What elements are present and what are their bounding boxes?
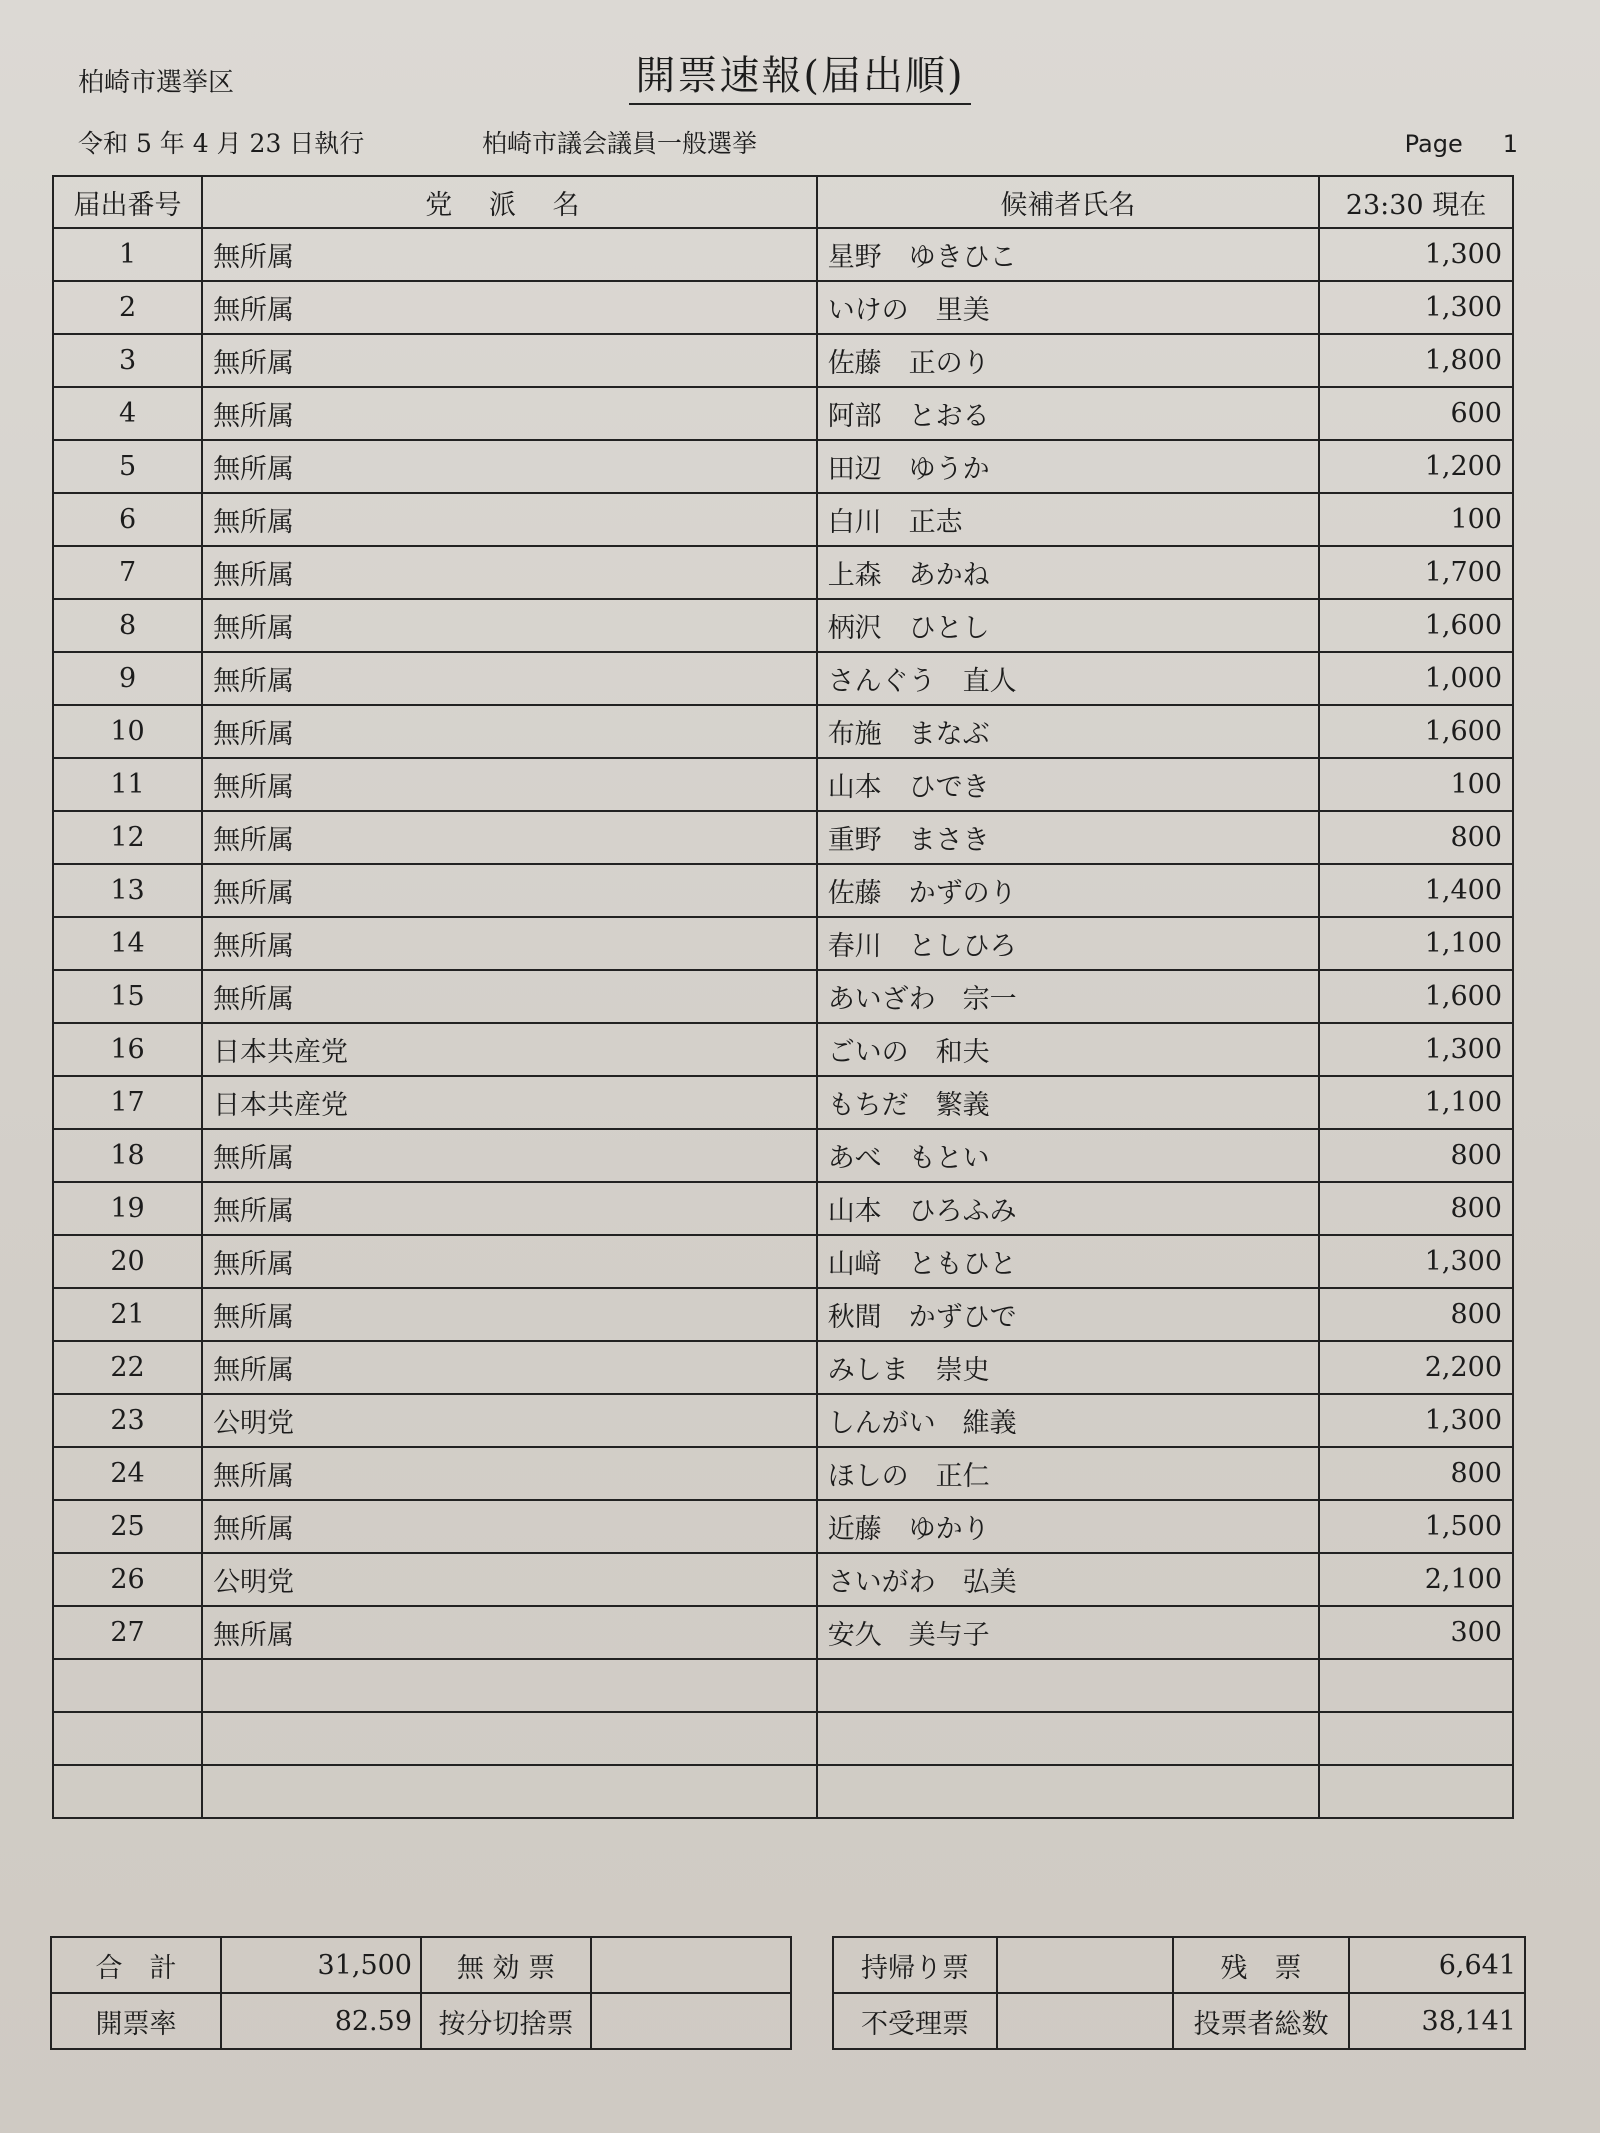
column-header-votes: 23:30 現在 <box>1319 176 1513 228</box>
party-cell: 無所属 <box>202 864 817 917</box>
party-cell: 無所属 <box>202 281 817 334</box>
vote-count-cell: 1,300 <box>1319 1235 1513 1288</box>
table-header-row <box>53 176 1513 228</box>
filing-number-cell: 18 <box>53 1129 202 1182</box>
table-row <box>53 1394 1513 1447</box>
party-cell: 無所属 <box>202 440 817 493</box>
election-name: 柏崎市議会議員一般選挙 <box>482 129 758 158</box>
candidate-name-cell: いけの 里美 <box>817 281 1319 334</box>
table-row <box>53 1288 1513 1341</box>
party-cell: 無所属 <box>202 1182 817 1235</box>
candidate-name-cell: 布施 まなぶ <box>817 705 1319 758</box>
column-header-number: 届出番号 <box>53 176 202 228</box>
candidate-name-cell: さいがわ 弘美 <box>817 1553 1319 1606</box>
table-row <box>53 334 1513 387</box>
party-cell: 無所属 <box>202 1606 817 1659</box>
table-row <box>53 1341 1513 1394</box>
candidate-name-cell: 重野 まさき <box>817 811 1319 864</box>
counting-rate-value: 82.59 <box>221 1993 421 2049</box>
empty-cell <box>202 1712 817 1765</box>
candidate-name-cell: 上森 あかね <box>817 546 1319 599</box>
candidate-name-cell: 山本 ひでき <box>817 758 1319 811</box>
vote-count-cell: 1,100 <box>1319 917 1513 970</box>
empty-cell <box>1319 1765 1513 1818</box>
vote-count-cell: 1,300 <box>1319 1394 1513 1447</box>
party-cell: 無所属 <box>202 1129 817 1182</box>
party-cell: 無所属 <box>202 1447 817 1500</box>
electoral-district: 柏崎市選挙区 <box>78 68 235 98</box>
table-row <box>53 917 1513 970</box>
vote-count-cell: 1,400 <box>1319 864 1513 917</box>
party-cell: 日本共産党 <box>202 1076 817 1129</box>
vote-count-cell: 800 <box>1319 1447 1513 1500</box>
candidate-name-cell: あべ もとい <box>817 1129 1319 1182</box>
candidate-name-cell: 白川 正志 <box>817 493 1319 546</box>
document-title: 開票速報(届出順) <box>629 44 970 105</box>
table-row <box>53 1500 1513 1553</box>
vote-count-cell: 1,600 <box>1319 705 1513 758</box>
taken-home-label: 持帰り票 <box>833 1937 997 1993</box>
vote-count-cell: 800 <box>1319 1288 1513 1341</box>
page-number: 1 <box>1502 130 1518 158</box>
party-cell: 無所属 <box>202 493 817 546</box>
table-row <box>53 705 1513 758</box>
filing-number-cell: 6 <box>53 493 202 546</box>
vote-count-cell: 1,000 <box>1319 652 1513 705</box>
table-row <box>53 228 1513 281</box>
vote-count-cell: 800 <box>1319 1182 1513 1235</box>
empty-cell <box>1319 1659 1513 1712</box>
filing-number-cell: 24 <box>53 1447 202 1500</box>
filing-number-cell: 1 <box>53 228 202 281</box>
table-row <box>53 758 1513 811</box>
unaccepted-label: 不受理票 <box>833 1993 997 2049</box>
empty-table-row <box>53 1765 1513 1818</box>
vote-count-cell: 1,800 <box>1319 334 1513 387</box>
candidate-name-cell: 秋間 かずひで <box>817 1288 1319 1341</box>
filing-number-cell: 23 <box>53 1394 202 1447</box>
total-voters-label: 投票者総数 <box>1173 1993 1349 2049</box>
candidate-name-cell: 阿部 とおる <box>817 387 1319 440</box>
party-cell: 無所属 <box>202 970 817 1023</box>
summary-gap <box>791 1993 833 2049</box>
party-cell: 無所属 <box>202 1500 817 1553</box>
filing-number-cell: 9 <box>53 652 202 705</box>
party-cell: 無所属 <box>202 1288 817 1341</box>
summary-row-2 <box>51 1993 1525 2049</box>
vote-count-cell: 600 <box>1319 387 1513 440</box>
vote-count-cell: 1,100 <box>1319 1076 1513 1129</box>
filing-number-cell: 12 <box>53 811 202 864</box>
table-row <box>53 1447 1513 1500</box>
counting-rate-label: 開票率 <box>51 1993 221 2049</box>
filing-number-cell: 26 <box>53 1553 202 1606</box>
candidate-name-cell: 山本 ひろふみ <box>817 1182 1319 1235</box>
vote-count-cell: 1,600 <box>1319 970 1513 1023</box>
candidate-name-cell: もちだ 繁義 <box>817 1076 1319 1129</box>
candidate-name-cell: しんがい 維義 <box>817 1394 1319 1447</box>
filing-number-cell: 16 <box>53 1023 202 1076</box>
candidate-name-cell: 安久 美与子 <box>817 1606 1319 1659</box>
table-row <box>53 1606 1513 1659</box>
filing-number-cell: 5 <box>53 440 202 493</box>
total-voters-value: 38,141 <box>1349 1993 1525 2049</box>
filing-number-cell: 19 <box>53 1182 202 1235</box>
candidate-name-cell: 柄沢 ひとし <box>817 599 1319 652</box>
candidate-name-cell: ほしの 正仁 <box>817 1447 1319 1500</box>
vote-count-cell: 2,200 <box>1319 1341 1513 1394</box>
candidate-name-cell: ごいの 和夫 <box>817 1023 1319 1076</box>
unaccepted-value <box>997 1993 1173 2049</box>
table-row <box>53 811 1513 864</box>
candidate-name-cell: さんぐう 直人 <box>817 652 1319 705</box>
remaining-value: 6,641 <box>1349 1937 1525 1993</box>
filing-number-cell: 25 <box>53 1500 202 1553</box>
candidate-name-cell: 星野 ゆきひこ <box>817 228 1319 281</box>
vote-count-cell: 100 <box>1319 493 1513 546</box>
filing-number-cell: 11 <box>53 758 202 811</box>
party-cell: 日本共産党 <box>202 1023 817 1076</box>
filing-number-cell: 15 <box>53 970 202 1023</box>
candidate-name-cell: みしま 崇史 <box>817 1341 1319 1394</box>
vote-count-cell: 800 <box>1319 1129 1513 1182</box>
empty-cell <box>817 1765 1319 1818</box>
table-row <box>53 493 1513 546</box>
candidate-name-cell: 春川 としひろ <box>817 917 1319 970</box>
filing-number-cell: 20 <box>53 1235 202 1288</box>
vote-count-cell: 800 <box>1319 811 1513 864</box>
candidate-name-cell: あいざわ 宗一 <box>817 970 1319 1023</box>
empty-cell <box>202 1659 817 1712</box>
results-body <box>53 228 1513 1818</box>
party-cell: 無所属 <box>202 228 817 281</box>
filing-number-cell: 8 <box>53 599 202 652</box>
filing-number-cell: 22 <box>53 1341 202 1394</box>
title-container <box>0 44 1600 105</box>
column-header-candidate: 候補者氏名 <box>817 176 1319 228</box>
election-date: 令和 5 年 4 月 23 日執行 <box>78 129 365 158</box>
empty-cell <box>53 1712 202 1765</box>
party-cell: 公明党 <box>202 1553 817 1606</box>
empty-cell <box>202 1765 817 1818</box>
empty-table-row <box>53 1712 1513 1765</box>
table-row <box>53 864 1513 917</box>
vote-count-cell: 2,100 <box>1319 1553 1513 1606</box>
party-cell: 無所属 <box>202 387 817 440</box>
fraction-discard-label: 按分切捨票 <box>421 1993 591 2049</box>
filing-number-cell: 13 <box>53 864 202 917</box>
candidate-name-cell: 佐藤 正のり <box>817 334 1319 387</box>
party-cell: 無所属 <box>202 599 817 652</box>
filing-number-cell: 27 <box>53 1606 202 1659</box>
vote-count-cell: 1,300 <box>1319 281 1513 334</box>
table-row <box>53 970 1513 1023</box>
table-row <box>53 1235 1513 1288</box>
fraction-discard-value <box>591 1993 791 2049</box>
taken-home-value <box>997 1937 1173 1993</box>
filing-number-cell: 4 <box>53 387 202 440</box>
table-row <box>53 440 1513 493</box>
filing-number-cell: 3 <box>53 334 202 387</box>
summary-row-1 <box>51 1937 1525 1993</box>
filing-number-cell: 2 <box>53 281 202 334</box>
party-cell: 無所属 <box>202 1235 817 1288</box>
empty-cell <box>817 1659 1319 1712</box>
filing-number-cell: 10 <box>53 705 202 758</box>
party-cell: 無所属 <box>202 811 817 864</box>
column-header-party: 党 派 名 <box>202 176 817 228</box>
table-row <box>53 652 1513 705</box>
candidate-name-cell: 田辺 ゆうか <box>817 440 1319 493</box>
vote-count-cell: 300 <box>1319 1606 1513 1659</box>
table-row <box>53 281 1513 334</box>
filing-number-cell: 7 <box>53 546 202 599</box>
invalid-votes-value <box>591 1937 791 1993</box>
table-row <box>53 1553 1513 1606</box>
summary-table <box>50 1936 1526 2050</box>
empty-cell <box>53 1765 202 1818</box>
candidate-name-cell: 佐藤 かずのり <box>817 864 1319 917</box>
table-row <box>53 599 1513 652</box>
table-row <box>53 546 1513 599</box>
remaining-label: 残 票 <box>1173 1937 1349 1993</box>
party-cell: 無所属 <box>202 652 817 705</box>
total-value: 31,500 <box>221 1937 421 1993</box>
vote-count-cell: 100 <box>1319 758 1513 811</box>
party-cell: 無所属 <box>202 334 817 387</box>
table-row <box>53 1076 1513 1129</box>
empty-cell <box>817 1712 1319 1765</box>
filing-number-cell: 14 <box>53 917 202 970</box>
party-cell: 無所属 <box>202 705 817 758</box>
vote-count-cell: 1,500 <box>1319 1500 1513 1553</box>
filing-number-cell: 17 <box>53 1076 202 1129</box>
invalid-votes-label: 無 効 票 <box>421 1937 591 1993</box>
table-row <box>53 1129 1513 1182</box>
vote-count-cell: 1,600 <box>1319 599 1513 652</box>
vote-count-cell: 1,200 <box>1319 440 1513 493</box>
table-row <box>53 1023 1513 1076</box>
candidate-name-cell: 山﨑 ともひと <box>817 1235 1319 1288</box>
page-indicator <box>1405 130 1518 158</box>
empty-cell <box>53 1659 202 1712</box>
candidate-name-cell: 近藤 ゆかり <box>817 1500 1319 1553</box>
empty-cell <box>1319 1712 1513 1765</box>
table-row <box>53 1182 1513 1235</box>
party-cell: 無所属 <box>202 917 817 970</box>
party-cell: 公明党 <box>202 1394 817 1447</box>
vote-count-cell: 1,300 <box>1319 228 1513 281</box>
total-label: 合 計 <box>51 1937 221 1993</box>
results-table <box>52 175 1514 1819</box>
empty-table-row <box>53 1659 1513 1712</box>
vote-count-cell: 1,700 <box>1319 546 1513 599</box>
vote-count-cell: 1,300 <box>1319 1023 1513 1076</box>
filing-number-cell: 21 <box>53 1288 202 1341</box>
party-cell: 無所属 <box>202 1341 817 1394</box>
summary-gap <box>791 1937 833 1993</box>
page-label: Page <box>1404 130 1463 158</box>
party-cell: 無所属 <box>202 546 817 599</box>
party-cell: 無所属 <box>202 758 817 811</box>
table-row <box>53 387 1513 440</box>
